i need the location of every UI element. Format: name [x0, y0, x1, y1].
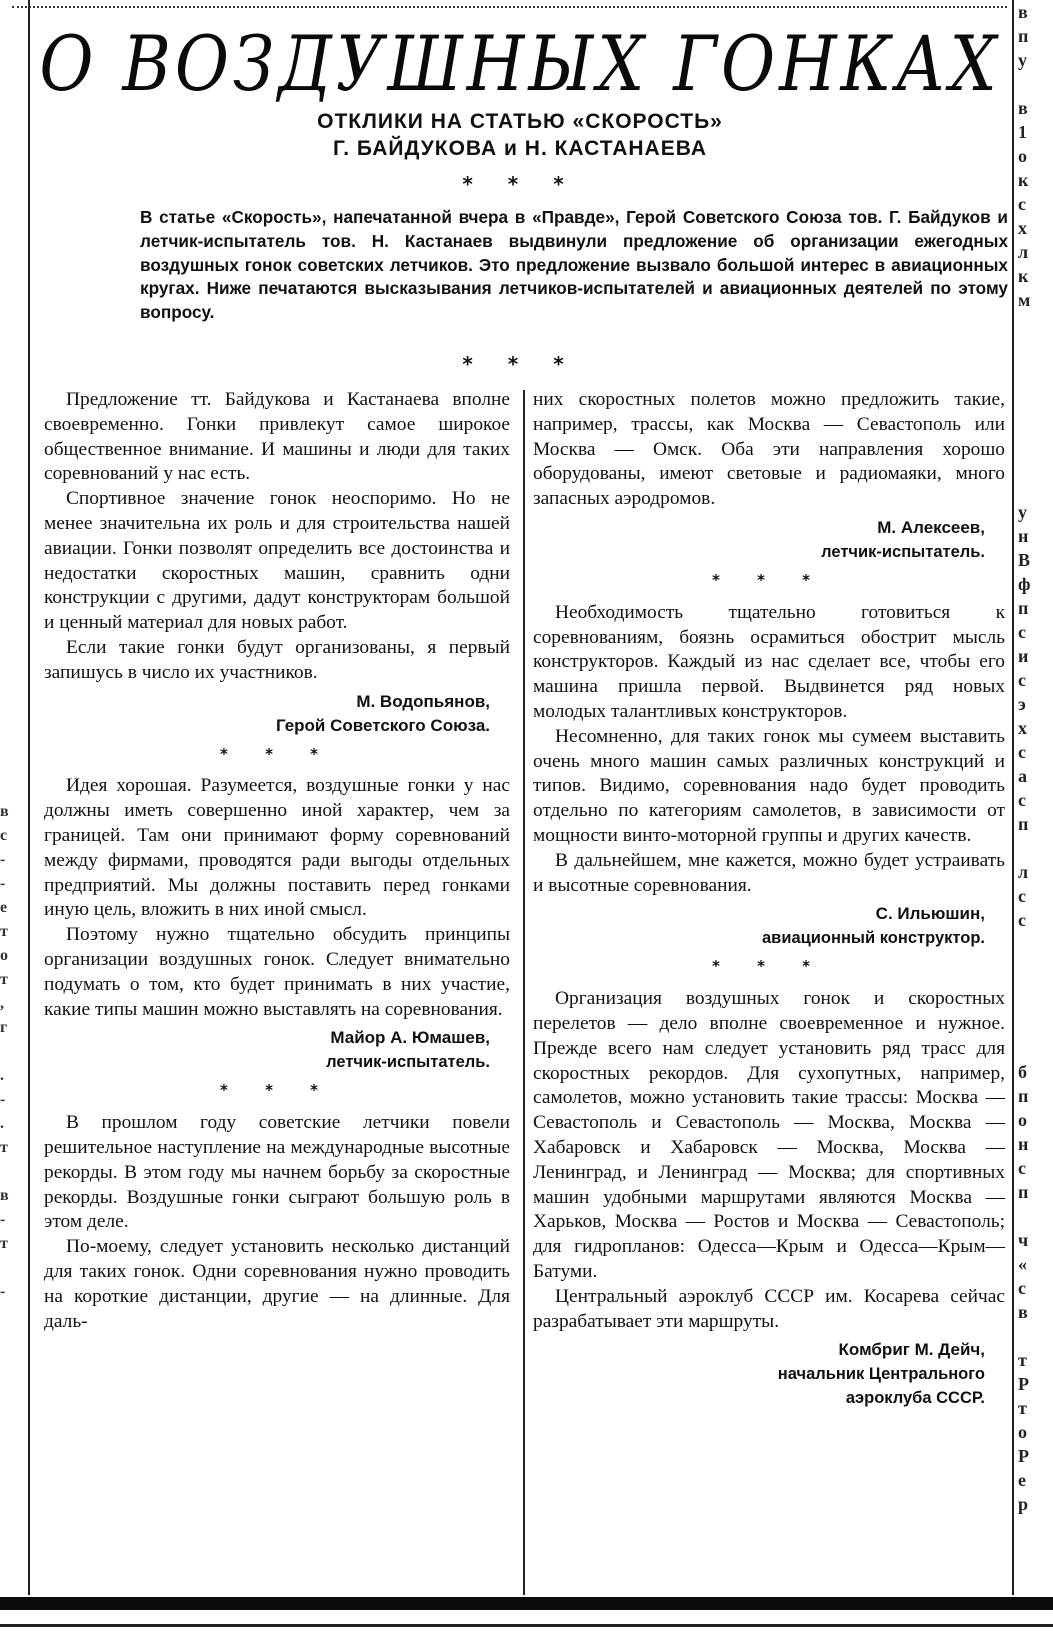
subheadline-line-2: Г. БАЙДУКОВА и Н. КАСТАНАЕВА: [332, 137, 708, 160]
fragment-glyph: В: [1018, 550, 1031, 570]
fragment-glyph: п: [1018, 598, 1029, 618]
fragment-glyph: п: [1018, 814, 1029, 834]
fragment-glyph: п: [1018, 1182, 1029, 1202]
fragment-glyph: [1018, 836, 1053, 860]
fragment-glyph: т: [1018, 1350, 1027, 1370]
fragment-glyph: и: [1018, 646, 1029, 666]
paragraph: Центральный аэроклуб СССР им. Косарева сейчас разрабатывает эти маршруты.: [533, 1285, 1005, 1332]
fragment-glyph: м: [1018, 290, 1031, 310]
response-deich: [533, 987, 1005, 1410]
fragment-glyph: в: [1018, 98, 1028, 118]
fragment-glyph: -: [0, 1283, 6, 1300]
left-column-rule: [28, 0, 30, 1595]
adjacent-column-fragment-top: [1018, 0, 1053, 312]
adjacent-column-fragment-bottom: [1018, 1060, 1053, 1516]
fragment-glyph: 1: [1018, 122, 1027, 142]
fragment-glyph: л: [1018, 862, 1029, 882]
fragment-glyph: [0, 1160, 26, 1184]
fragment-glyph: т: [0, 1235, 8, 1252]
fragment-glyph: в: [1018, 1302, 1028, 1322]
fragment-glyph: к: [1018, 170, 1029, 190]
response-ilyushin: [533, 601, 1005, 951]
fragment-glyph: с: [1018, 622, 1026, 642]
top-decorative-border: [12, 0, 1007, 8]
fragment-glyph: .: [0, 1067, 4, 1084]
subheadline: [30, 108, 1010, 162]
adjacent-column-fragment-left: [0, 800, 26, 1304]
fragment-glyph: [1018, 1324, 1053, 1348]
subheadline-line-1: ОТКЛИКИ НА СТАТЬЮ «СКОРОСТЬ»: [317, 110, 723, 133]
author-name: С. Ильюшин,: [875, 904, 985, 924]
intro-paragraph: В статье «Скорость», напечатанной вчера в «Правде», Герой Советского Союза тов. Г. Байдуков и летчик-испытатель тов. Н. Кастанаев выдвинули предложение об организации ежегодных воздушных гонок советских летчиков. Это предложение вызвало большой интерес в авиационных кругах. Ниже печатаются высказывания летчиков-испытателей и авиационных деятелей по этому вопросу.: [140, 207, 1008, 323]
fragment-glyph: р: [1018, 1494, 1029, 1514]
fragment-glyph: с: [1018, 790, 1026, 810]
fragment-glyph: у: [1018, 502, 1027, 522]
fragment-glyph: -: [0, 851, 6, 868]
response-alekseev-part2: [533, 388, 1005, 564]
fragment-glyph: Р: [1018, 1374, 1029, 1394]
fragment-glyph: Р: [1018, 1446, 1029, 1466]
star-separator: * * *: [220, 744, 334, 763]
fragment-glyph: у: [1018, 50, 1027, 70]
fragment-glyph: к: [1018, 266, 1029, 286]
fragment-glyph: в: [1018, 2, 1028, 22]
author-role: авиационный конструктор.: [762, 929, 985, 948]
author-name: М. Водопьянов,: [356, 691, 490, 711]
fragment-glyph: с: [1018, 742, 1026, 762]
paragraph: Несомненно, для таких гонок мы сумеем выставить очень много машин самых различных конструкций и типов. Видимо, соревнования надо будет проводить отдельно по категориям самолетов, в зависимости от мощности винто-моторной группы и других качеств.: [533, 725, 1005, 846]
paragraph: Организация воздушных гонок и скоростных перелетов — дело вполне своевременное и нужное. Прежде всего нам следует установить ряд трасс для скоростных рекордов. Для сухопутных, например, самолетов, можно установить такие трассы: Москва — Севастополь и Севастополь — Москва, Москва — Хабаровск и Хабаровск — Москва, Москва — Ленинград, и Ленинград — Москва; для спортивных машин удобными маршрутами являются Москва — Харьков, Москва — Ростов и Москва — Севастополь; для гидропланов: Одесса—Крым и Одесса—Крым—Батуми.: [533, 988, 1005, 1282]
fragment-glyph: с: [1018, 910, 1026, 930]
left-column: [44, 388, 510, 1334]
fragment-glyph: .: [0, 1115, 4, 1132]
fragment-glyph: -: [0, 1091, 6, 1108]
fragment-glyph: л: [1018, 242, 1029, 262]
fragment-glyph: в: [0, 1187, 9, 1204]
right-column: [533, 388, 1005, 1410]
fragment-glyph: [0, 1256, 26, 1280]
fragment-glyph: а: [1018, 766, 1027, 786]
column-divider: [523, 390, 525, 1595]
fragment-glyph: ф: [1018, 574, 1031, 594]
fragment-glyph: [1018, 1204, 1053, 1228]
fragment-glyph: с: [1018, 886, 1026, 906]
signature: [533, 902, 1005, 950]
fragment-glyph: б: [1018, 1062, 1027, 1082]
bottom-thick-rule: [0, 1597, 1053, 1610]
fragment-glyph: -: [0, 1211, 6, 1228]
headline: О ВОЗДУШНЫХ ГОНКАХ: [39, 20, 1001, 109]
fragment-glyph: ,: [0, 995, 4, 1012]
fragment-glyph: [0, 1040, 26, 1064]
fragment-glyph: о: [1018, 146, 1027, 166]
fragment-glyph: т: [0, 1139, 8, 1156]
author-role: летчик-испытатель.: [821, 542, 985, 561]
paragraph: Необходимость тщательно готовиться к соревнованиям, боязнь осрамиться обострит мысль конструкторов. Каждый из нас сделает все, чтобы его машина пришла первой. Выдвинется ряд новых молодых талантливых конструкторов.: [533, 601, 1005, 722]
fragment-glyph: н: [1018, 1134, 1029, 1154]
star-separator: * * *: [712, 957, 826, 976]
signature: [533, 516, 1005, 564]
fragment-glyph: п: [1018, 26, 1029, 46]
response-alekseev-part1: [44, 1111, 510, 1334]
author-name: Комбриг М. Дейч,: [838, 1340, 985, 1360]
fragment-glyph: -: [0, 875, 6, 892]
star-separator: * * *: [712, 570, 826, 589]
fragment-glyph: т: [0, 923, 8, 940]
response-vodopyanov: [44, 388, 510, 738]
fragment-glyph: е: [1018, 1470, 1026, 1490]
fragment-glyph: п: [1018, 1086, 1029, 1106]
paragraph: По-моему, следует установить несколько дистанций для таких гонок. Одни соревнования нужно проводить на короткие дистанции, другие — на длинные. Для даль-: [44, 1236, 510, 1332]
star-separator-top: * * *: [462, 172, 578, 196]
author-role: Герой Советского Союза.: [275, 715, 490, 735]
star-separator-intro: * * *: [462, 352, 578, 376]
fragment-glyph: с: [1018, 1278, 1026, 1298]
paragraph-continuation: них скоростных полетов можно предложить такие, например, трассы, как Москва — Севастополь или Москва — Омск. Оба эти направления хорошо оборудованы, имеют световые и радиомаяки, много запасных аэродромов.: [533, 389, 1005, 510]
paragraph: В прошлом году советские летчики повели решительное наступление на международные высотные рекорды. В этом году мы начнем борьбу за скоростные рекорды. Воздушные гонки сыграют большую роль в этом деле.: [44, 1112, 510, 1233]
fragment-glyph: о: [1018, 1422, 1027, 1442]
signature: [44, 1026, 510, 1074]
fragment-glyph: т: [1018, 1398, 1027, 1418]
adjacent-column-fragment-middle: [1018, 500, 1053, 932]
paragraph: Если такие гонки будут организованы, я первый запишусь в число их участников.: [44, 636, 510, 683]
paragraph: Предложение тт. Байдукова и Кастанаева вполне своевременно. Гонки привлекут самое широкое общественное внимание. И машины и люди для таких соревнований у нас есть.: [44, 389, 510, 485]
fragment-glyph: т: [0, 971, 8, 988]
fragment-glyph: е: [0, 899, 8, 916]
star-separator: * * *: [220, 1081, 334, 1100]
fragment-glyph: с: [1018, 194, 1026, 214]
paragraph: В дальнейшем, мне кажется, можно будет устраивать и высотные соревнования.: [533, 849, 1005, 896]
fragment-glyph: о: [1018, 1110, 1027, 1130]
paragraph: Поэтому нужно тщательно обсудить принципы организации воздушных гонок. Следует внимательно подумать о том, кто будет принимать в них участие, какие типы машин можно выставлять на соревнования.: [44, 924, 510, 1020]
paragraph: Спортивное значение гонок неоспоримо. Но не менее значительна их роль и для строительства нашей авиации. Гонки позволят определить все достоинства и недостатки скоростных машин, сравнить одни конструкции с другими, дадут конструкторам большой и ценный материал для новых работ.: [44, 488, 510, 634]
fragment-glyph: с: [1018, 1158, 1026, 1178]
author-name: Майор А. Юмашев,: [330, 1028, 490, 1048]
fragment-glyph: в: [0, 803, 9, 820]
fragment-glyph: с: [0, 827, 8, 844]
fragment-glyph: ч: [1018, 1230, 1029, 1250]
bottom-thin-rule: [0, 1624, 1053, 1627]
right-column-rule: [1012, 0, 1014, 1595]
fragment-glyph: о: [0, 947, 8, 964]
response-yumashev: [44, 774, 510, 1074]
signature: [44, 690, 510, 738]
author-role-line-2: аэроклуба СССР.: [845, 1389, 985, 1408]
fragment-glyph: х: [1018, 718, 1027, 738]
fragment-glyph: э: [1018, 694, 1026, 714]
author-role-line-1: начальник Центрального: [777, 1365, 985, 1384]
fragment-glyph: г: [0, 1019, 8, 1036]
signature: [533, 1338, 1005, 1410]
author-name: М. Алексеев,: [877, 517, 985, 537]
fragment-glyph: [1018, 72, 1053, 96]
fragment-glyph: х: [1018, 218, 1027, 238]
paragraph: Идея хорошая. Разумеется, воздушные гонки у нас должны иметь совершенно иной характер, чем за границей. Там они принимают форму соревнований между фирмами, проводятся ради выгоды отдельных предприятий. Мы должны поставить перед гонками иную цель, вложить в них иной смысл.: [44, 775, 510, 921]
author-role: летчик-испытатель.: [326, 1053, 490, 1072]
fragment-glyph: н: [1018, 526, 1029, 546]
fragment-glyph: «: [1018, 1254, 1027, 1274]
fragment-glyph: с: [1018, 670, 1026, 690]
